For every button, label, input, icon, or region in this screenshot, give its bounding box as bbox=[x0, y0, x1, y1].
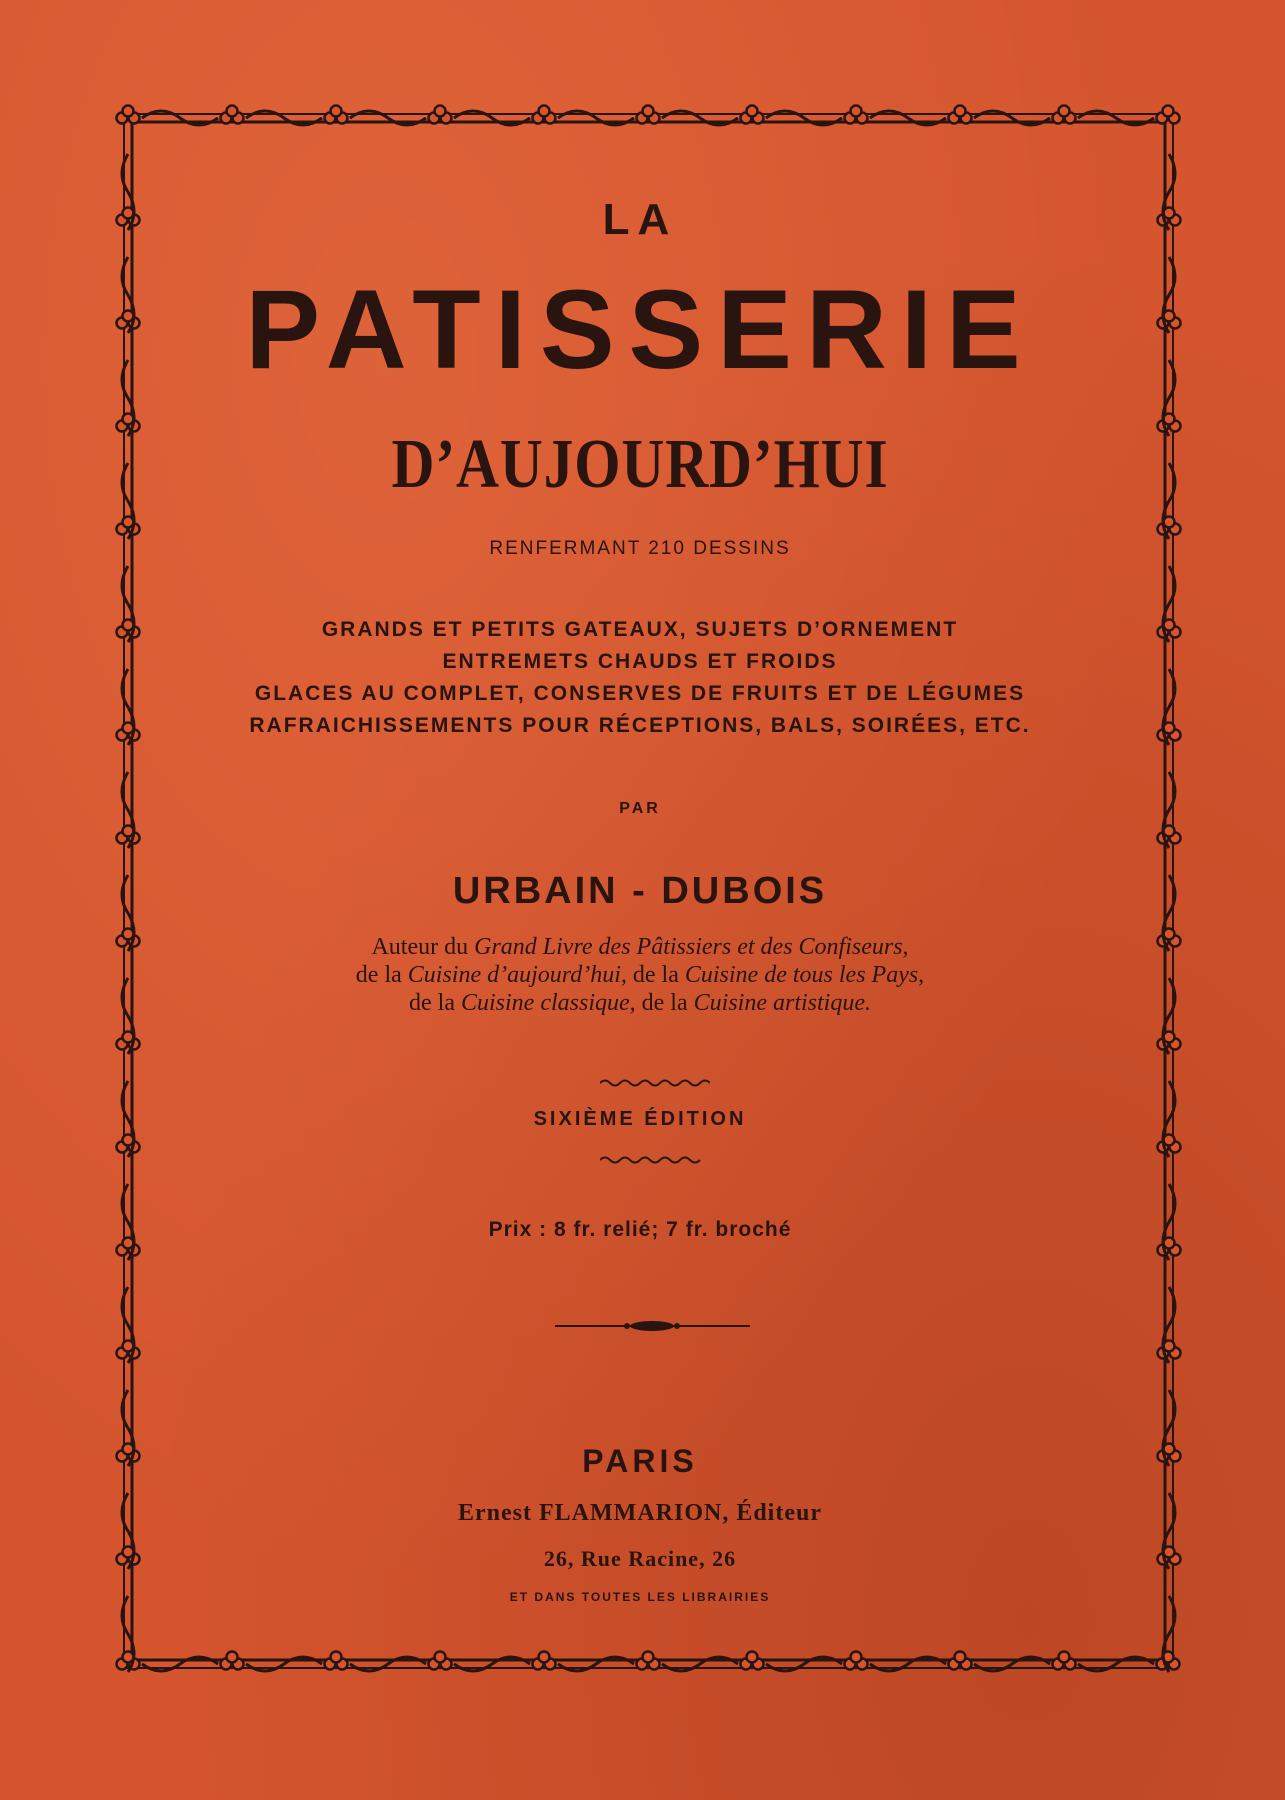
by-label: PAR bbox=[619, 800, 661, 817]
book-title: PATISSERIE bbox=[245, 267, 1035, 392]
works-text: Auteur du bbox=[371, 934, 475, 960]
publication-city: PARIS bbox=[582, 1443, 698, 1479]
book-subtitle: D’AUJOURD’HUI bbox=[391, 426, 889, 503]
works-title: Cuisine artistique. bbox=[693, 990, 871, 1016]
price-line: Prix : 8 fr. relié; 7 fr. broché bbox=[488, 1218, 792, 1241]
publisher-name: Ernest FLAMMARION, Éditeur bbox=[458, 1500, 822, 1526]
works-text: de la bbox=[355, 962, 408, 988]
title-prefix: LA bbox=[602, 195, 678, 244]
ornament-divider bbox=[555, 1318, 750, 1334]
contents-line: RAFRAICHISSEMENTS POUR RÉCEPTIONS, BALS, SOIRÉES, ETC. bbox=[249, 714, 1031, 737]
drawings-note: RENFERMANT 210 DESSINS bbox=[489, 538, 791, 559]
contents-line: GLACES AU COMPLET, CONSERVES DE FRUITS ET DE LÉGUMES bbox=[254, 682, 1026, 705]
works-title: Grand Livre des Pâtissiers et des Confiseurs, bbox=[474, 934, 909, 960]
wavy-divider-top bbox=[600, 1078, 710, 1088]
contents-line: ENTREMETS CHAUDS ET FROIDS bbox=[442, 650, 838, 673]
publisher-address: 26, Rue Racine, 26 bbox=[543, 1546, 737, 1571]
wavy-divider-bottom bbox=[600, 1155, 705, 1165]
contents-list bbox=[140, 614, 1140, 742]
works-text: de la bbox=[635, 990, 694, 1016]
contents-line: GRANDS ET PETITS GATEAUX, SUJETS D’ORNEMENT bbox=[321, 618, 959, 641]
works-text: de la bbox=[626, 962, 685, 988]
works-title: Cuisine d’aujourd’hui, bbox=[407, 962, 627, 988]
works-text: de la bbox=[409, 990, 461, 1016]
author-works bbox=[140, 933, 1140, 1017]
works-line-1 bbox=[140, 933, 1140, 961]
edition-label: SIXIÈME ÉDITION bbox=[533, 1108, 747, 1130]
works-line-2 bbox=[140, 961, 1140, 989]
author-name: URBAIN - DUBOIS bbox=[452, 870, 828, 912]
works-title: Cuisine classique, bbox=[461, 990, 636, 1016]
works-title: Cuisine de tous les Pays, bbox=[684, 962, 925, 988]
works-line-3 bbox=[140, 989, 1140, 1017]
bookshops-note: ET DANS TOUTES LES LIBRAIRIES bbox=[509, 1590, 771, 1604]
